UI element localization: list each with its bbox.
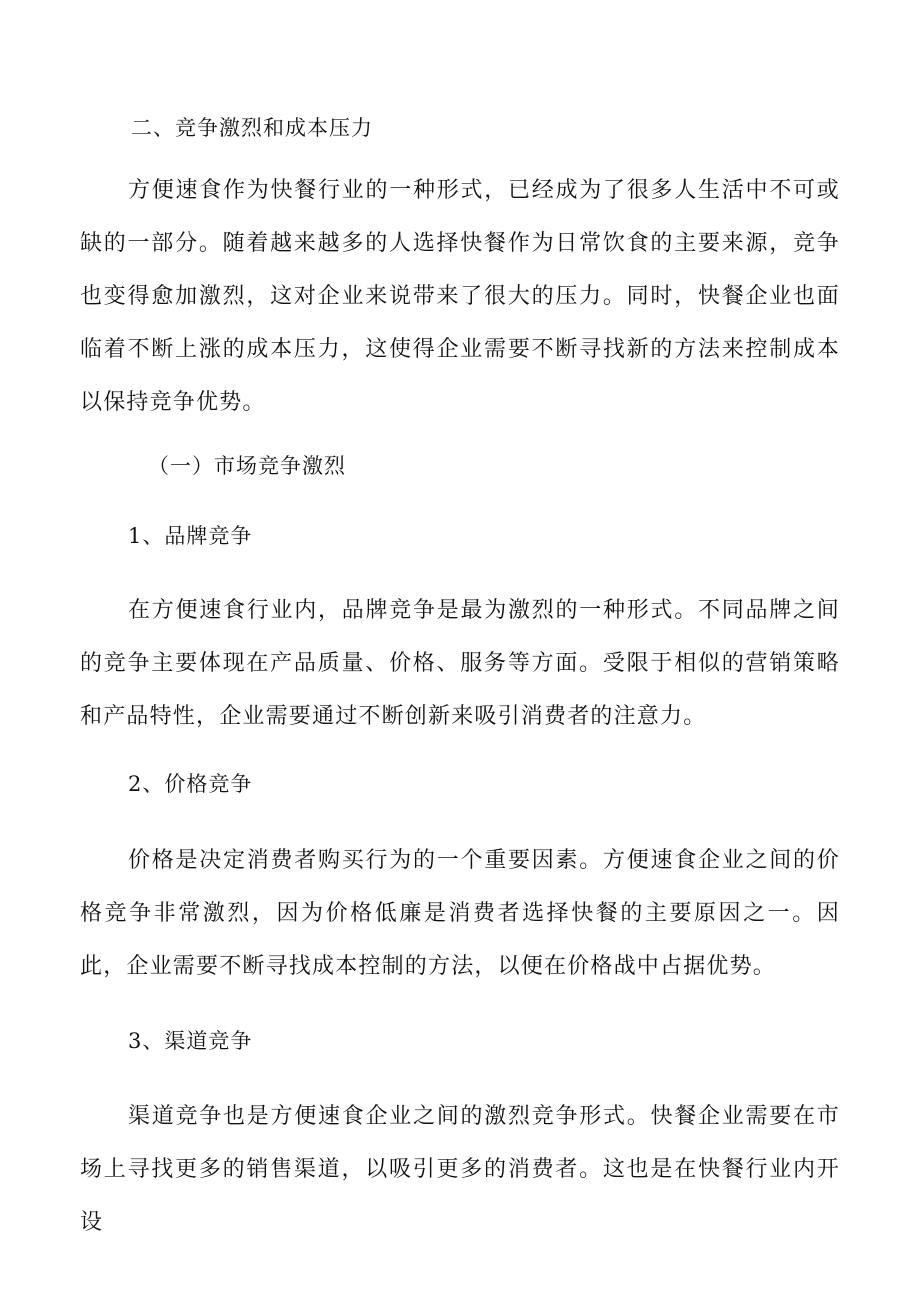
item-body-brand: 在方便速食行业内，品牌竞争是最为激烈的一种形式。不同品牌之间的竞争主要体现在产品质量、价格、服务等方面。受限于相似的营销策略和产品特性，企业需要通过不断创新来吸引消费者的注意力。 [80,598,840,729]
subsection-heading: （一）市场竞争激烈 [148,454,346,478]
item-body-channel: 渠道竞争也是方便速食企业之间的激烈竞争形式。快餐企业需要在市场上寻找更多的销售渠道，以吸引更多的消费者。这也是在快餐行业内开设 [80,1104,840,1235]
intro-paragraph: 方便速食作为快餐行业的一种形式，已经成为了很多人生活中不可或缺的一部分。随着越来越多的人选择快餐作为日常饮食的主要来源，竞争也变得愈加激烈，这对企业来说带来了很大的压力。同时，快餐企业也面临着不断上涨的成本压力，这使得企业需要不断寻找新的方法来控制成本以保持竞争优势。 [80,178,840,415]
item-heading-price: 2、价格竞争 [128,772,253,796]
item-body-price: 价格是决定消费者购买行为的一个重要因素。方便速食企业之间的价格竞争非常激烈，因为价格低廉是消费者选择快餐的主要原因之一。因此，企业需要不断寻找成本控制的方法，以便在价格战中占据优势。 [80,848,840,979]
item-heading-brand: 1、品牌竞争 [128,524,253,548]
item-heading-channel: 3、渠道竞争 [128,1029,253,1053]
section-heading: 二、竞争激烈和成本压力 [131,116,373,140]
